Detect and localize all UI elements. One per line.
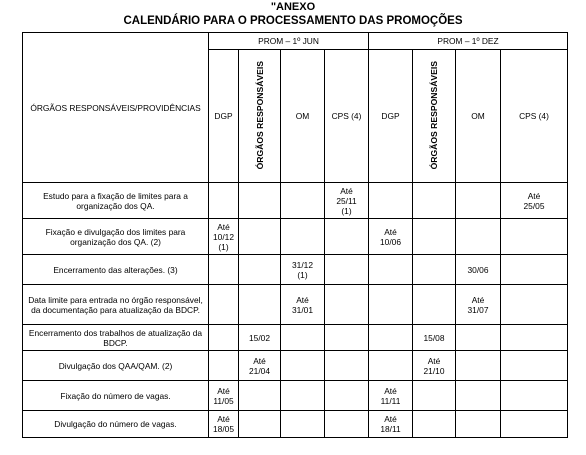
table-row (23, 351, 568, 381)
table-cell: Até 10/12 (1) (209, 219, 239, 255)
document-title: CALENDÁRIO PARA O PROCESSAMENTO DAS PROMOÇÕES (123, 15, 463, 27)
row-description: Data limite para entrada no órgão responsável, da documentação para atualização da BDCP. (23, 285, 209, 325)
table-cell: 31/12 (1) (281, 255, 325, 285)
table-cell (325, 351, 369, 381)
col-header-om-jun: OM (281, 50, 325, 183)
table-cell (325, 325, 369, 351)
col-header-dgp-jun: DGP (209, 50, 239, 183)
table-cell: Até 18/05 (209, 411, 239, 438)
table-cell (501, 219, 568, 255)
table-cell (501, 255, 568, 285)
row-description: Encerramento das alterações. (3) (23, 255, 209, 285)
table-cell (456, 219, 501, 255)
table-cell (501, 351, 568, 381)
table-cell: Até 11/05 (209, 381, 239, 411)
promotion-calendar-table (22, 32, 568, 438)
table-cell (209, 255, 239, 285)
col-header-cps-jun: CPS (4) (325, 50, 369, 183)
table-row (23, 411, 568, 438)
table-cell: Até 25/11 (1) (325, 183, 369, 219)
table-cell (239, 183, 281, 219)
table-cell (239, 285, 281, 325)
table-cell (281, 325, 325, 351)
table-cell (209, 285, 239, 325)
table-cell (501, 411, 568, 438)
row-description: Fixação e divulgação dos limites para organização dos QA. (2) (23, 219, 209, 255)
table-cell (456, 381, 501, 411)
table-cell (369, 255, 413, 285)
table-cell (325, 381, 369, 411)
table-cell (501, 325, 568, 351)
table-cell (413, 219, 456, 255)
table-cell (325, 285, 369, 325)
table-cell (456, 351, 501, 381)
table-cell (281, 219, 325, 255)
table-row (23, 285, 568, 325)
table-cell (413, 183, 456, 219)
header (0, 0, 586, 28)
table-cell (413, 411, 456, 438)
row-description: Divulgação do número de vagas. (23, 411, 209, 438)
table-body (23, 183, 568, 438)
table-cell (456, 325, 501, 351)
table-cell (413, 255, 456, 285)
table-row (23, 381, 568, 411)
table-cell (413, 285, 456, 325)
table-cell (239, 381, 281, 411)
table-cell (369, 351, 413, 381)
table-cell (325, 219, 369, 255)
table-cell (239, 255, 281, 285)
table-cell (239, 219, 281, 255)
responsible-bodies-header: ÓRGÃOS RESPONSÁVEIS/PROVIDÊNCIAS (23, 33, 209, 183)
row-description: Encerramento dos trabalhos de atualização da BDCP. (23, 325, 209, 351)
table-cell (281, 411, 325, 438)
col-header-orgaos-jun-label: ÓRGÃOS RESPONSÁVEIS (254, 60, 265, 170)
col-header-dgp-dez: DGP (369, 50, 413, 183)
row-description: Estudo para a fixação de limites para a organização dos QA. (23, 183, 209, 219)
table-cell (209, 183, 239, 219)
table-cell: Até 11/11 (369, 381, 413, 411)
table-cell: 30/06 (456, 255, 501, 285)
table-cell: Até 25/05 (501, 183, 568, 219)
table-cell (456, 183, 501, 219)
table-row (23, 255, 568, 285)
table-cell: Até 21/04 (239, 351, 281, 381)
row-description: Divulgação dos QAA/QAM. (2) (23, 351, 209, 381)
col-header-orgaos-jun (239, 50, 281, 183)
group-header-jun: PROM – 1º JUN (209, 33, 369, 50)
table-cell (369, 325, 413, 351)
table-cell (369, 183, 413, 219)
table-cell: Até 18/11 (369, 411, 413, 438)
table-row (23, 325, 568, 351)
col-header-cps-dez: CPS (4) (501, 50, 568, 183)
table-cell (281, 351, 325, 381)
table-cell: 15/08 (413, 325, 456, 351)
table-cell (369, 285, 413, 325)
table-cell: Até 31/01 (281, 285, 325, 325)
table-cell (281, 183, 325, 219)
table-cell (281, 381, 325, 411)
table-cell (501, 381, 568, 411)
annex-label: "ANEXO (270, 1, 316, 13)
table-cell (325, 255, 369, 285)
table-cell (209, 351, 239, 381)
table-cell (456, 411, 501, 438)
col-header-orgaos-dez (413, 50, 456, 183)
table-cell: Até 21/10 (413, 351, 456, 381)
table-cell (239, 411, 281, 438)
table-row (23, 183, 568, 219)
table-cell: 15/02 (239, 325, 281, 351)
col-header-orgaos-dez-label: ÓRGÃOS RESPONSÁVEIS (429, 60, 439, 170)
group-header-dez: PROM – 1º DEZ (369, 33, 568, 50)
table-row (23, 219, 568, 255)
table-cell: Até 10/06 (369, 219, 413, 255)
table-cell (413, 381, 456, 411)
table-cell (325, 411, 369, 438)
table-cell: Até 31/07 (456, 285, 501, 325)
col-header-om-dez: OM (456, 50, 501, 183)
row-description: Fixação do número de vagas. (23, 381, 209, 411)
table-cell (209, 325, 239, 351)
table-cell (501, 285, 568, 325)
